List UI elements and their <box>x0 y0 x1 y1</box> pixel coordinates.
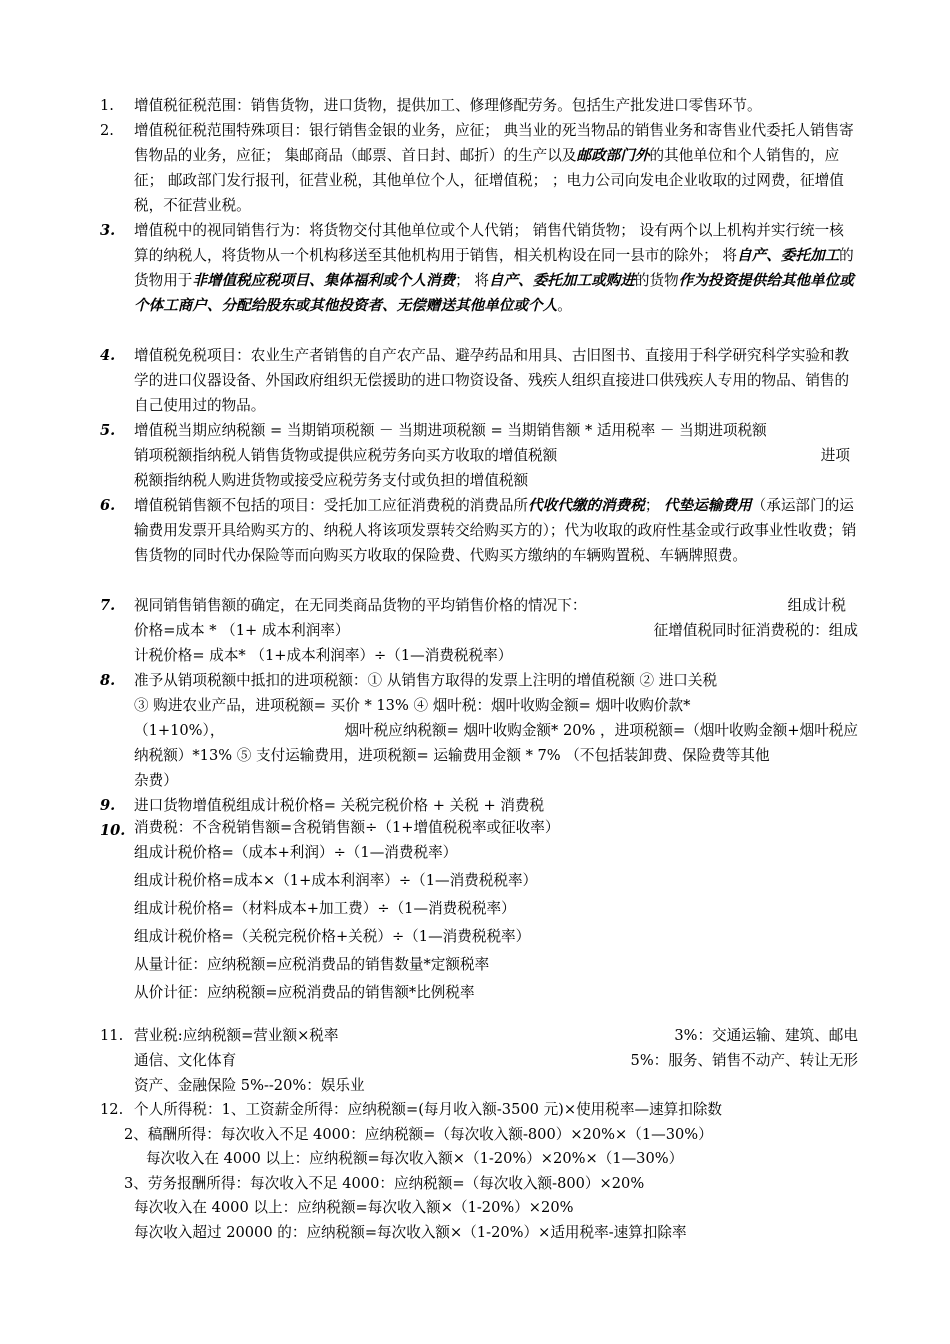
list-item-1 <box>100 93 858 118</box>
item-number: 5. <box>100 422 116 439</box>
item-number: 12. <box>100 1101 124 1118</box>
item-number: 1. <box>100 97 114 114</box>
list-item-12 <box>100 1098 858 1245</box>
list-item-8 <box>100 668 858 793</box>
emphasis-text: 作为投资提供给其他单位或个体工商户、分配给股东或其他投资者、无偿赠送其他单位或个人 <box>134 272 854 314</box>
item-text: 进口货物增值税组成计税价格= 关税完税价格 + 关税 + 消费税 <box>134 797 545 814</box>
item-text: 增值税销售额不包括的项目：受托加工应征消费税的消费品所代收代缴的消费税； 代垫运输费用（承运部门的运输费用发票开具给购买方的、纳税人将该项发票转交给购买方的）；代为收取的政府性基金或行政事业性收费；销售货物的同时代办保险等而向购买方收取的保险费、代购买方缴纳的车辆购置税、车辆牌照费。 <box>134 497 857 564</box>
item-text: 营业税:应纳税额=营业额×税率 3%：交通运输、建筑、邮电 通信、文化体育 5%：服务、销售不动产、转让无形 资产、金融保险 5%--20%：娱乐业 <box>134 1027 858 1094</box>
item-text: 增值税当期应纳税额 = 当期销项税额 － 当期进项税额 = 当期销售额 * 适用税率 － 当期进项税额 销项税额指纳税人销售货物或提供应税劳务向买方收取的增值税额 进项 税额指纳税人购进货物或接受应税劳务支付或负担的增值税额 <box>134 422 850 489</box>
list-item-9 <box>100 793 858 818</box>
emphasis-text: 非增值税应税项目、集体福利或个人消费 <box>192 272 456 289</box>
item-text: 增值税免税项目：农业生产者销售的自产农产品、避孕药品和用具、古旧图书、直接用于科学研究科学实验和教学的进口仪器设备、外国政府组织无偿援助的进口物资设备、残疾人组织直接进口供残疾人专用的物品、销售的自己使用过的物品。 <box>134 347 850 414</box>
item-number: 8. <box>100 672 116 689</box>
item-text: 个人所得税：1、工资薪金所得：应纳税额=(每月收入额-3500 元)×使用税率—速算扣除数 2、稿酬所得：每次收入不足 4000：应纳税额=（每次收入额-800）×20%×（1—30%） 每次收入在 4000 以上：应纳税额=每次收入额×（1-20%）×20%×（1—30%） 3、劳务报酬所得：每次收入不足 4000：应纳税额=（每次收入额-800）×20% 每次收入在 4000 以上：应纳税额=每次收入额×（1-20%）×20% 每次收入超过 20000 的：应纳税额=每次收入额×（1-20%）×适用税率-速算扣除率 <box>124 1101 723 1241</box>
item-text: 视同销售销售额的确定，在无同类商品货物的平均销售价格的情况下： 组成计税 价格=成本 * （1+ 成本利润率） 征增值税同时征消费税的：组成 计税价格= 成本* （1+成本利润率）÷（1—消费税税率） <box>134 597 858 664</box>
item-number: 9. <box>100 797 116 814</box>
item-number: 6. <box>100 497 116 514</box>
list-item-6 <box>100 493 858 568</box>
emphasis-text: 自产、委托加工或购进 <box>488 272 635 289</box>
list-item-11 <box>100 1023 858 1098</box>
emphasis-text: 代收代缴的消费税 <box>528 497 645 514</box>
emphasis-text: 邮政部门外 <box>576 147 650 164</box>
item-number: 11. <box>100 1027 124 1044</box>
item-text: 增值税中的视同销售行为：将货物交付其他单位或个人代销； 销售代销货物； 设有两个以上机构并实行统一核算的纳税人，将货物从一个机构移送至其他机构用于销售，相关机构设在同一县市的除外； 将自产、委托加工的货物用于非增值税应税项目、集体福利或个人消费； 将自产、委托加工或购进的货物作为投资提供给其他单位或个体工商户、分配给股东或其他投资者、无偿赠送其他单位或个人。 <box>134 222 854 314</box>
item-text: 增值税征税范围：销售货物，进口货物，提供加工、修理修配劳务。包括生产批发进口零售环节。 <box>134 97 762 114</box>
item-text: 准予从销项税额中抵扣的进项税额：① 从销售方取得的发票上注明的增值税额 ② 进口关税 ③ 购进农业产品，进项税额= 买价 * 13% ④ 烟叶税：烟叶收购金额= 烟叶收购价款* （1+10%）， 烟叶税应纳税额= 烟叶收购金额* 20% ，进项税额=（烟叶收购金额+烟叶税应 纳税额）*13% ⑤ 支付运输费用，进项税额= 运输费用金额 * 7% （不包括装卸费、保险费等其他 杂费） <box>134 672 858 789</box>
list-item-2 <box>100 118 858 218</box>
item-number: 4. <box>100 347 116 364</box>
item-text: 消费税：不含税销售额=含税销售额÷（1+增值税税率或征收率） 组成计税价格=（成本+利润）÷（1—消费税率） 组成计税价格=成本×（1+成本利润率）÷（1—消费税税率） 组成计税价格=（材料成本+加工费）÷（1—消费税税率） 组成计税价格=（关税完税价格+关税）÷（1—消费税税率） 从量计征：应纳税额=应税消费品的销售数量*定额税率 从价计征：应纳税额=应税消费品的销售额*比例税率 <box>134 819 560 1001</box>
list-item-4 <box>100 343 858 418</box>
list-item-5 <box>100 418 858 493</box>
item-text: 增值税征税范围特殊项目：银行销售金银的业务，应征； 典当业的死当物品的销售业务和寄售业代委托人销售寄售物品的业务，应征； 集邮商品（邮票、首日封、邮折）的生产以及邮政部门外的其他单位和个人销售的，应征； 邮政部门发行报刊，征营业税，其他单位个人，征增值税； ；电力公司向发电企业收取的过网费，征增值税，不征营业税。 <box>134 122 854 214</box>
list-item-3 <box>100 218 858 318</box>
item-number: 3. <box>100 222 116 239</box>
emphasis-text: 代垫运输费用 <box>664 497 752 514</box>
list-item-7 <box>100 593 858 668</box>
item-number: 7. <box>100 597 116 614</box>
item-number: 2. <box>100 122 114 139</box>
list-item-10 <box>100 817 858 1007</box>
item-number: 10. <box>100 822 126 839</box>
emphasis-text: 自产、委托加工 <box>737 247 840 264</box>
